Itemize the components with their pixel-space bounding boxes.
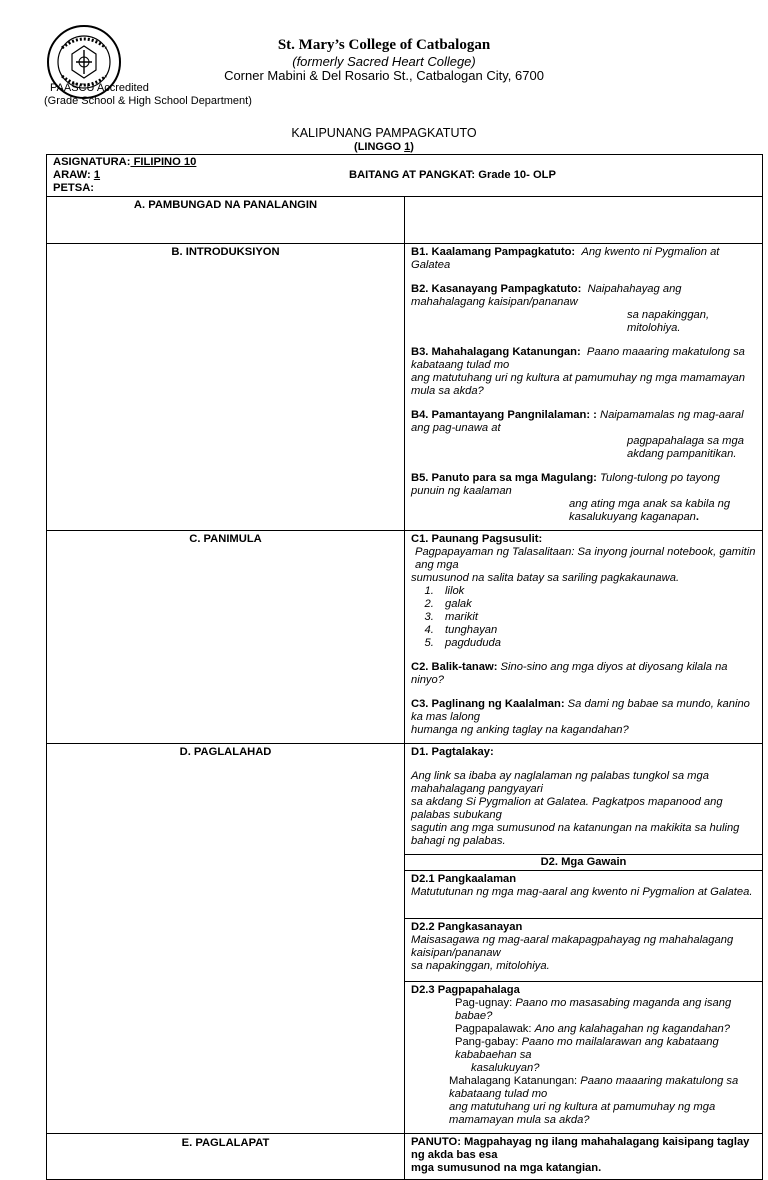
day-line: ARAW: 1 BAITANG AT PANGKAT: Grade 10- OLP: [53, 169, 556, 181]
school-address: Corner Mabini & Del Rosario St., Catbalogan City, 6700: [224, 68, 544, 83]
list-item: 1. lilok: [437, 585, 756, 598]
section-c-row: [47, 531, 763, 744]
section-d22-content: D2.2 Pangkasanayan Maisasagawa ng mag-aaral makapagpahayag ng mahahalagang kaisipan/pananaw sa napakinggan, mitolohiya.: [405, 919, 763, 982]
vocabulary-list: [411, 585, 756, 650]
section-d-label: D. PAGLALAHAD: [47, 744, 405, 1134]
department: (Grade School & High School Department): [44, 95, 252, 107]
section-c-content: C1. Paunang Pagsusulit: Pagpapayaman ng Talasalitaan: Sa inyong journal notebook, gamitin ang mga sumusunod na salita batay sa sariling pagkakaunawa. 1. lilok 2. galak 3. marikit 4. tunghayan 5. pagdududa C2. Balik-tanaw: Sino-sino ang mga diyos at diyosang kilala na ninyo? C3. Paglinang ng Kaalalman: Sa dami ng babae sa mundo, kanino ka mas lalong humanga ng anking taglay na kagandahan?: [405, 531, 763, 744]
section-d1-row: [47, 744, 763, 855]
section-e-content: PANUTO: Magpahayag ng ilang mahahalagang kaisipang taglay ng akda bas esa mga sumusunod na mga katangian.: [405, 1134, 763, 1180]
accreditation: PAASCU Accredited: [50, 82, 149, 94]
school-name: St. Mary’s College of Catbalogan: [277, 37, 491, 53]
list-item: 2. galak: [437, 598, 756, 611]
document-title: KALIPUNANG PAMPAGKATUTO: [291, 126, 477, 140]
section-b-content: B1. Kaalamang Pampagkatuto: Ang kwento ni Pygmalion at Galatea B2. Kasanayang Pampagkatuto: Naipahahayag ang mahahalagang kaisipan/pananaw sa napakinggan, mitolohiya. B3. Mahahalagang Katanungan: Paano maaaring makatulong sa kabataang tulad mo ang matutuhang uri ng kultura at pamumuhay ng mga mamamayan mula sa akda? B4. Pamantayang Pangnilalaman: : Naipamamalas ng mag-aaral ang pag-unawa at pagpapahalaga sa mga akdang pampanitikan. B5. Panuto para sa mga Magulang: Tulong-tulong po tayong punuin ng kaalaman ang ating mga anak sa kabila ng kasalukuyang kaganapan.: [405, 244, 763, 531]
grade-section: BAITANG AT PANGKAT: Grade 10- OLP: [349, 169, 556, 181]
list-item: 3. marikit: [437, 611, 756, 624]
section-d1-content: D1. Pagtalakay: Ang link sa ibaba ay naglalaman ng palabas tungkol sa mga mahahalagang pangyayari sa akdang Si Pygmalion at Galatea. Pagkatpos mapanood ang palabas subukang sagutin ang mga sumusunod na katanungan na makikita sa huling bahagi ng palabas.: [405, 744, 763, 855]
list-item: 5. pagdududa: [437, 637, 756, 650]
section-e-row: [47, 1134, 763, 1180]
section-b-row: [47, 244, 763, 531]
former-name: (formerly Sacred Heart College): [292, 54, 476, 69]
section-a-row: [47, 197, 763, 244]
info-row: [47, 155, 763, 197]
section-c-label: C. PANIMULA: [47, 531, 405, 744]
subject-line: ASIGNATURA: FILIPINO 10: [53, 156, 197, 168]
section-d21-content: D2.1 Pangkaalaman Matututunan ng mga mag-aaral ang kwento ni Pygmalion at Galatea.: [405, 871, 763, 919]
section-b-label: B. INTRODUKSIYON: [47, 244, 405, 531]
section-a-label: A. PAMBUNGAD NA PANALANGIN: [47, 197, 405, 244]
lesson-plan-table: [46, 154, 763, 1180]
date-line: PETSA:: [53, 182, 95, 194]
section-a-content: [405, 197, 763, 244]
activities-header: D2. Mga Gawain: [405, 855, 763, 871]
section-e-label: E. PAGLALAPAT: [47, 1134, 405, 1180]
section-d23-content: D2.3 Pagpapahalaga Pag-ugnay: Paano mo masasabing maganda ang isang babae? Pagpapalawak: Ano ang kalahagahan ng kagandahan? Pang-gabay: Paano mo mailalarawan ang kabataang kababaehan sa kasalukuyan? Mahalagang Katanungan: Paano maaaring makatulong sa kabataang tulad mo ang matutuhang uri ng kultura at pamumuhay ng mga mamamayan mula sa akda?: [405, 982, 763, 1134]
list-item: 4. tunghayan: [437, 624, 756, 637]
week-label: (LINGGO 1): [354, 141, 414, 153]
